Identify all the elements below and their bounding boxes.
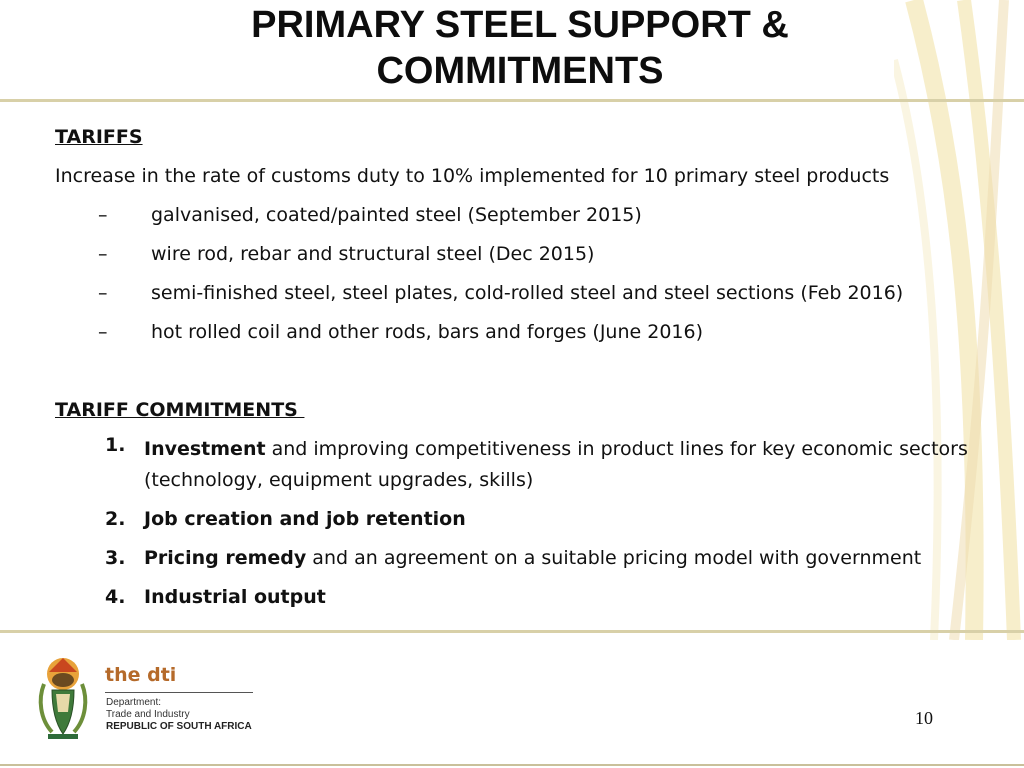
dti-brand-logo: [105, 664, 176, 686]
commitment-title: Industrial output: [144, 586, 326, 608]
list-item: [55, 313, 985, 352]
list-item: [55, 539, 985, 578]
tariffs-intro: Increase in the rate of customs duty to 10% implemented for 10 primary steel products: [55, 165, 890, 187]
dash-bullet: –: [98, 282, 108, 304]
commitments-heading: TARIFF COMMITMENTS: [55, 399, 305, 421]
list-number: 1.: [105, 434, 126, 456]
tariff-product-list: [55, 196, 985, 352]
tariffs-heading: TARIFFS: [55, 126, 143, 148]
brand-prefix: the: [105, 664, 148, 686]
list-item-text: wire rod, rebar and structural steel (Dec 2015): [151, 243, 595, 265]
list-item-text: hot rolled coil and other rods, bars and forges (June 2016): [151, 321, 704, 343]
list-item: [55, 274, 985, 313]
list-item: [55, 430, 985, 500]
list-item: [55, 196, 985, 235]
brand-name: dti: [147, 664, 177, 686]
commitment-title: Investment: [144, 438, 266, 460]
commitment-title: Pricing remedy: [144, 547, 307, 569]
dept-line: Trade and Industry: [106, 709, 190, 720]
page-number: 10: [915, 708, 933, 728]
footer-divider: [0, 630, 1024, 633]
commitment-text: and improving competitiveness in product lines for key economic sectors (technology, equipment upgrades, skills): [144, 438, 968, 491]
title-divider: [0, 99, 1024, 102]
commitments-list: [55, 430, 985, 617]
list-item-text: semi-finished steel, steel plates, cold-rolled steel and steel sections (Feb 2016): [151, 282, 904, 304]
bottom-divider: [0, 764, 1024, 766]
slide-content: [55, 118, 985, 617]
list-item: [55, 235, 985, 274]
list-number: 3.: [105, 547, 126, 569]
brand-underline: [105, 692, 253, 693]
dash-bullet: –: [98, 243, 108, 265]
list-item: [55, 578, 985, 617]
country-line: REPUBLIC OF SOUTH AFRICA: [106, 721, 252, 732]
dash-bullet: –: [98, 321, 108, 343]
commitment-title: Job creation and job retention: [144, 508, 466, 530]
list-number: 4.: [105, 586, 126, 608]
dept-line: Department:: [106, 697, 162, 708]
commitment-text: and an agreement on a suitable pricing model with government: [306, 547, 922, 569]
list-number: 2.: [105, 508, 126, 530]
section-spacer: [55, 352, 985, 391]
slide-title: PRIMARY STEEL SUPPORT & COMMITMENTS: [251, 4, 789, 92]
list-item-text: galvanised, coated/painted steel (September 2015): [151, 204, 642, 226]
list-item: [55, 500, 985, 539]
dash-bullet: –: [98, 204, 108, 226]
department-label: [106, 697, 252, 733]
